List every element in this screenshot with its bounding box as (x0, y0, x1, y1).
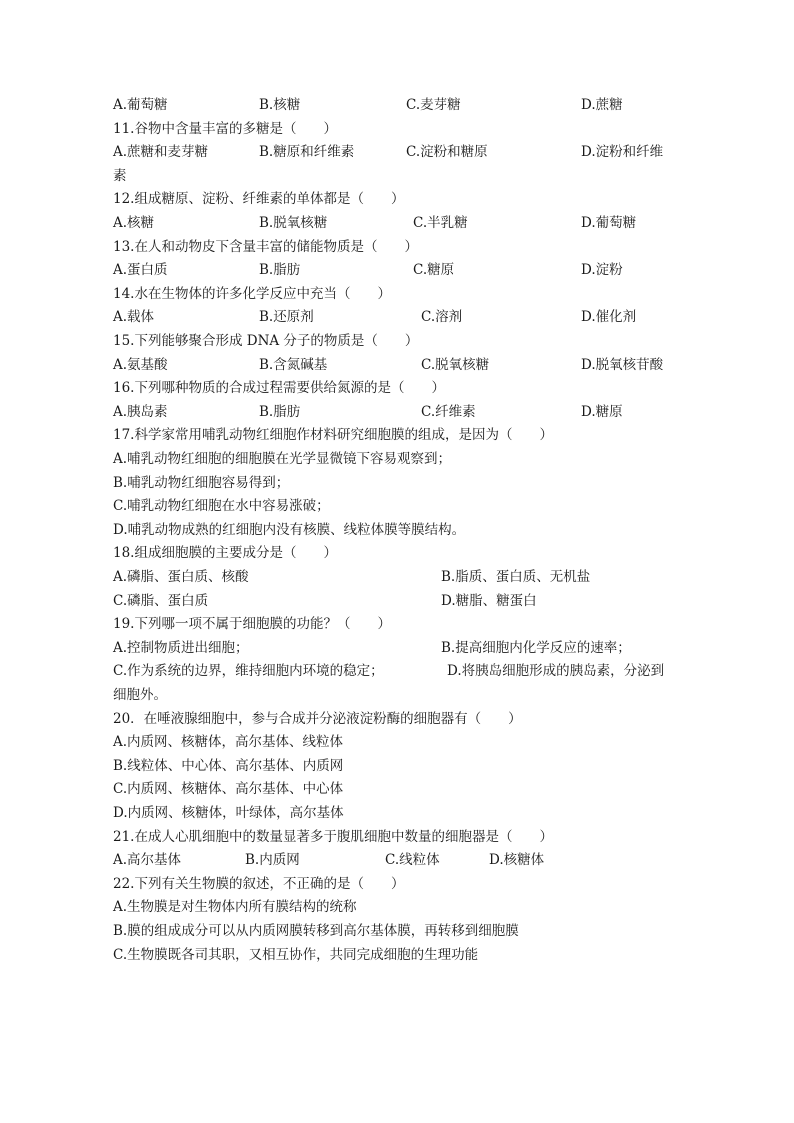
option-row (113, 850, 693, 870)
option-row (113, 95, 693, 115)
answer-option: D.糖脂、糖蛋白 (441, 592, 537, 609)
question-line (113, 709, 693, 729)
answer-option: A.氨基酸 (113, 356, 168, 373)
question-line (113, 921, 693, 941)
answer-option: C.线粒体 (385, 852, 440, 869)
answer-option: C.麦芽糖 (406, 97, 461, 113)
question-line (113, 685, 693, 705)
answer-option: D.淀粉 (581, 262, 623, 279)
option-row (113, 213, 693, 233)
question-line (113, 779, 693, 799)
question-line (113, 378, 693, 398)
question-text: C.内质网、核糖体、高尔基体、中心体 (113, 781, 344, 798)
answer-option: D.糖原 (581, 403, 623, 420)
option-row (113, 591, 693, 611)
question-text: 素 (113, 167, 127, 184)
option-row (113, 661, 693, 681)
question-text: 12.组成糖原、淀粉、纤维素的单体都是（ ） (113, 191, 405, 208)
question-text: 22.下列有关生物膜的叙述，不正确的是（ ） (113, 875, 405, 892)
answer-option: B.还原剂 (259, 309, 314, 326)
question-line (113, 520, 693, 540)
question-text: C.哺乳动物红细胞在水中容易涨破； (113, 498, 330, 515)
answer-option: D.催化剂 (581, 309, 637, 326)
question-text: B.线粒体、中心体、高尔基体、内质网 (113, 757, 344, 774)
answer-option: B.脱氧核糖 (259, 215, 328, 231)
question-text: 15.下列能够聚合形成 DNA 分子的物质是（ ） (113, 333, 419, 349)
question-line (113, 237, 693, 257)
question-line (113, 614, 693, 634)
question-text: 11.谷物中含量丰富的多糖是（ ） (113, 120, 337, 137)
option-row (113, 567, 693, 587)
question-text: D.哺乳动物成熟的红细胞内没有核膜、线粒体膜等膜结构。 (113, 521, 466, 538)
question-text: 16.下列哪种物质的合成过程需要供给氮源的是（ ） (113, 380, 445, 397)
answer-option: C.溶剂 (421, 309, 463, 326)
question-text: 14.水在生物体的许多化学反应中充当（ ） (113, 285, 391, 302)
answer-option: C.磷脂、蛋白质 (113, 592, 209, 609)
question-text: D.内质网、核糖体，叶绿体，高尔基体 (113, 805, 344, 821)
question-text: B.哺乳动物红细胞容易得到； (113, 474, 290, 491)
answer-option: D.核糖体 (489, 852, 545, 869)
question-line (113, 284, 693, 304)
answer-option: B.糖原和纤维素 (259, 144, 355, 161)
answer-option: C.脱氧核糖 (421, 356, 490, 373)
answer-option: D.蔗糖 (581, 97, 623, 113)
answer-option: D.将胰岛细胞形成的胰岛素，分泌到 (447, 663, 665, 680)
answer-option: D.脱氧核苷酸 (581, 356, 664, 373)
answer-option: A.蛋白质 (113, 262, 168, 279)
option-row (113, 638, 693, 658)
question-line (113, 119, 693, 139)
question-line (113, 473, 693, 493)
question-line (113, 756, 693, 776)
question-text: C.生物膜既各司其职，又相互协作，共同完成细胞的生理功能 (113, 946, 479, 963)
question-text: 17.科学家常用哺乳动物红细胞作材料研究细胞膜的组成，是因为（ ） (113, 427, 553, 444)
question-line (113, 732, 693, 752)
question-line (113, 803, 693, 823)
answer-option: B.内质网 (245, 852, 300, 869)
question-line (113, 874, 693, 894)
question-line (113, 166, 693, 186)
option-row (113, 142, 693, 162)
answer-option: A.葡萄糖 (113, 97, 168, 113)
question-text: 细胞外。 (113, 687, 167, 703)
answer-option: B.脂质、蛋白质、无机盐 (441, 569, 591, 585)
answer-option: C.纤维素 (421, 403, 476, 420)
question-text: A.哺乳动物红细胞的细胞膜在光学显微镜下容易观察到； (113, 451, 452, 467)
option-row (113, 402, 693, 422)
question-text: 13.在人和动物皮下含量丰富的储能物质是（ ） (113, 238, 418, 255)
question-line (113, 331, 693, 351)
question-line (113, 827, 693, 847)
question-text: A.生物膜是对生物体内所有膜结构的统称 (113, 899, 357, 916)
question-line (113, 496, 693, 516)
question-text: 19.下列哪一项不属于细胞膜的功能？（ ） (113, 616, 391, 633)
answer-option: B.核糖 (259, 97, 301, 113)
question-line (113, 449, 693, 469)
answer-option: A.高尔基体 (113, 852, 182, 869)
answer-option: D.葡萄糖 (581, 215, 637, 231)
answer-option: B.脂肪 (259, 262, 301, 279)
question-text: 20．在唾液腺细胞中，参与合成并分泌液淀粉酶的细胞器有（ ） (113, 710, 522, 727)
answer-option: C.作为系统的边界，维持细胞内环境的稳定； (113, 663, 384, 680)
answer-option: A.控制物质进出细胞； (113, 639, 249, 656)
question-text: 18.组成细胞膜的主要成分是（ ） (113, 545, 337, 562)
answer-option: C.半乳糖 (413, 215, 468, 231)
question-text: 21.在成人心肌细胞中的数量显著多于腹肌细胞中数量的细胞器是（ ） (113, 828, 553, 845)
question-line (113, 945, 693, 965)
answer-option: A.载体 (113, 309, 155, 326)
option-row (113, 260, 693, 280)
question-text: A.内质网、核糖体，高尔基体、线粒体 (113, 734, 344, 751)
question-line (113, 189, 693, 209)
answer-option: A.磷脂、蛋白质、核酸 (113, 569, 249, 585)
question-line (113, 425, 693, 445)
answer-option: A.核糖 (113, 215, 155, 231)
option-row (113, 307, 693, 327)
answer-option: A.胰岛素 (113, 403, 168, 420)
answer-option: C.糖原 (413, 262, 455, 279)
question-line (113, 897, 693, 917)
answer-option: D.淀粉和纤维 (581, 144, 664, 161)
answer-option: B.脂肪 (259, 403, 301, 420)
answer-option: B.含氮碱基 (259, 356, 328, 373)
question-text: B.膜的组成成分可以从内质网膜转移到高尔基体膜，再转移到细胞膜 (113, 923, 519, 939)
question-line (113, 543, 693, 563)
answer-option: A.蔗糖和麦芽糖 (113, 144, 209, 161)
answer-option: C.淀粉和糖原 (406, 144, 488, 161)
answer-option: B.提高细胞内化学反应的速率； (441, 639, 631, 656)
option-row (113, 355, 693, 375)
